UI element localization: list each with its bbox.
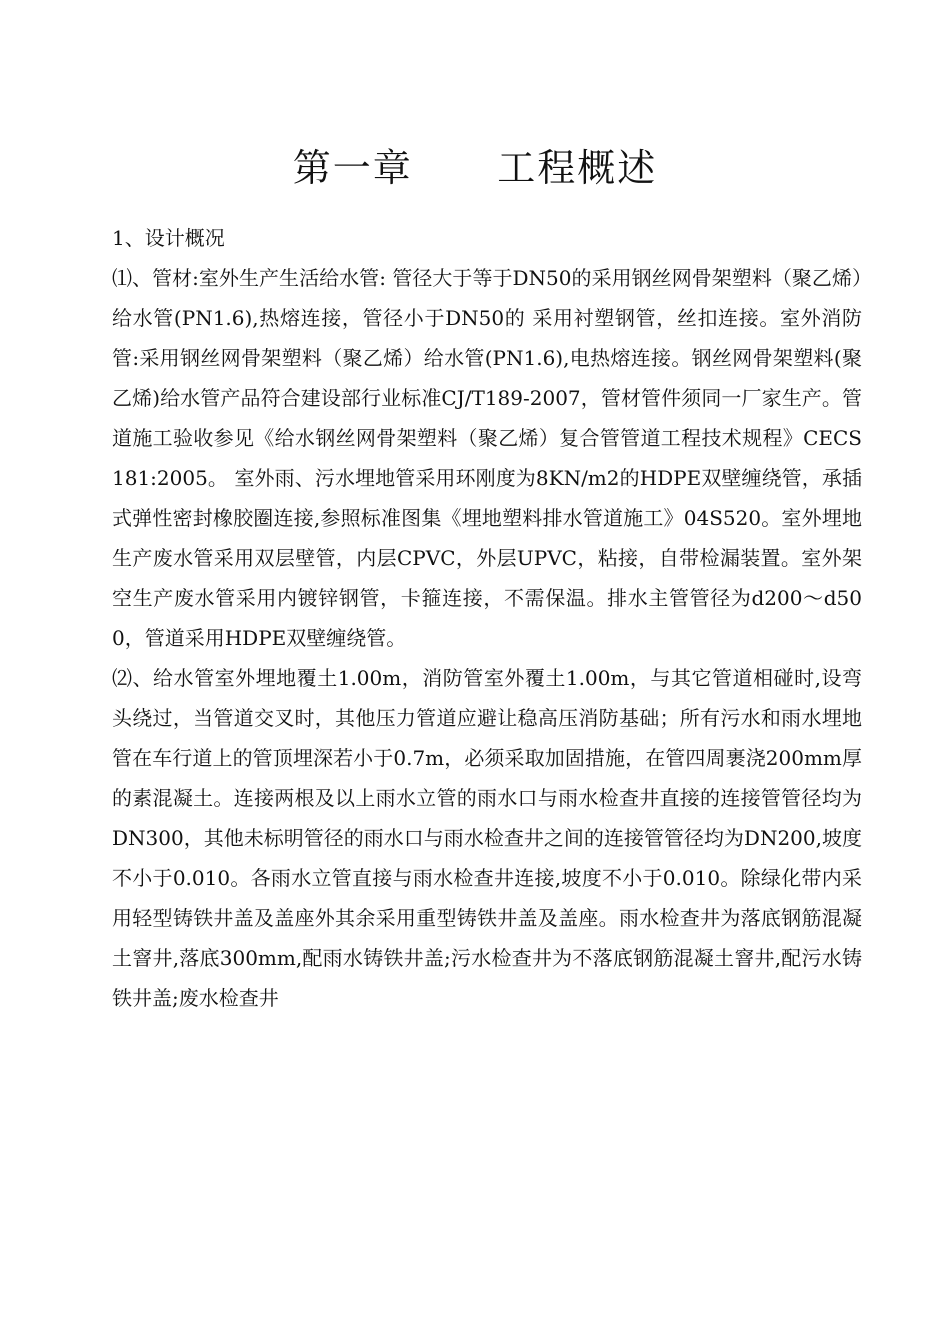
section-heading: 1、设计概况 xyxy=(112,226,225,250)
paragraph-materials: ⑴、管材:室外生产生活给水管: 管径大于等于DN50的采用钢丝网骨架塑料（聚乙烯）给水管(PN1.6),热熔连接，管径小于DN50的 采用衬塑钢管，丝扣连接。室外消防管:采用钢丝网骨架塑料（聚乙烯）给水管(PN1.6),电热熔连接。钢丝网骨架塑料(聚乙烯)给水管产品符合建设部行业标准CJ/T189-2007，管材管件须同一厂家生产。管道施工验收参见《给水钢丝网骨架塑料（聚乙烯）复合管管道工程技术规程》CECS 181:2005。 室外雨、污水埋地管采用环刚度为8KN/m2的HDPE双壁缠绕管，承插式弹性密封橡胶圈连接,参照标准图集《埋地塑料排水管道施工》04S520。室外埋地生产废水管采用双层壁管，内层CPVC，外层UPVC，粘接，自带检漏装置。室外架空生产废水管采用内镀锌钢管，卡箍连接，不需保温。排水主管管径为d200～d500，管道采用HDPE双壁缠绕管。 xyxy=(112,266,862,650)
chapter-title: 第一章 工程概述 xyxy=(292,146,658,190)
paragraph-burial-depth: ⑵、给水管室外埋地覆土1.00m，消防管室外覆土1.00m，与其它管道相碰时,设弯头绕过，当管道交叉时，其他压力管道应避让稳高压消防基础；所有污水和雨水埋地管在车行道上的管顶埋深若小于0.7m，必须采取加固措施，在管四周裹浇200mm厚的素混凝土。连接两根及以上雨水立管的雨水口与雨水检查井直接的连接管管径均为DN300，其他未标明管径的雨水口与雨水检查井之间的连接管管径均为DN200,坡度不小于0.010。各雨水立管直接与雨水检查井连接,坡度不小于0.010。除绿化带内采用轻型铸铁井盖及盖座外其余采用重型铸铁井盖及盖座。雨水检查井为落底钢筋混凝土窨井,落底300mm,配雨水铸铁井盖;污水检查井为不落底钢筋混凝土窨井,配污水铸铁井盖;废水检查井 xyxy=(112,666,862,1010)
document-body xyxy=(112,218,862,1018)
